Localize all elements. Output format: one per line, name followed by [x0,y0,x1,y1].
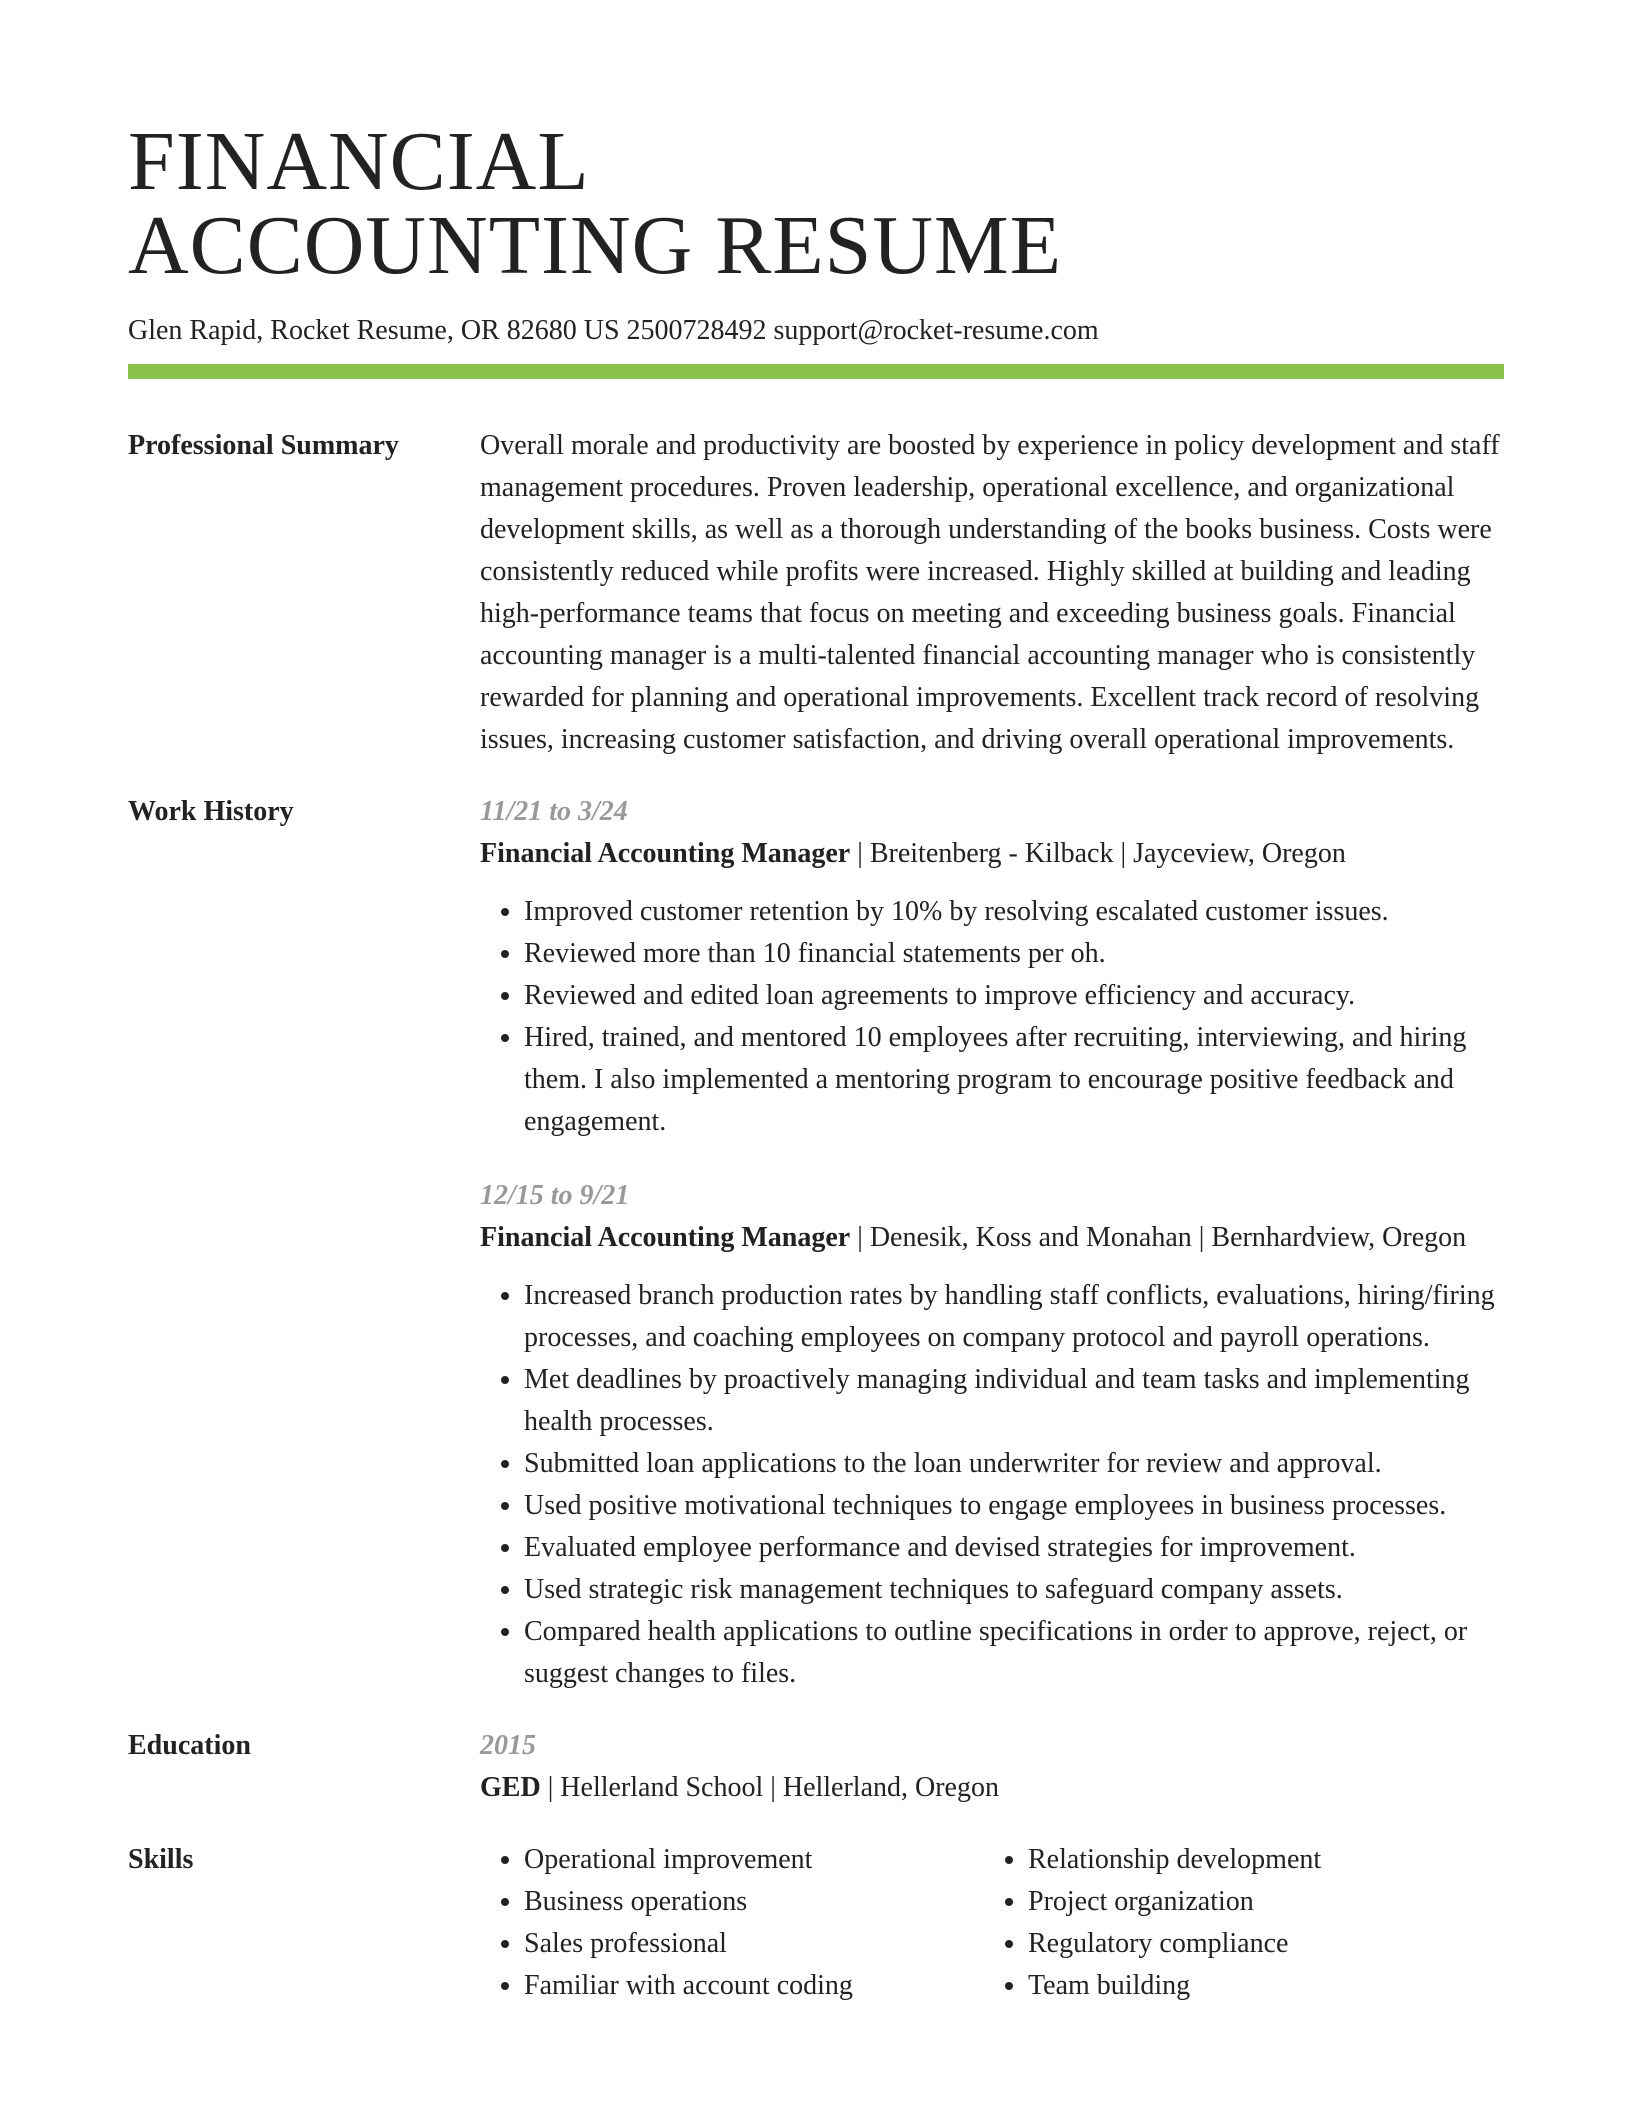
contact-line: Glen Rapid, Rocket Resume, OR 82680 US 2500728492 support@rocket-resume.com [128,315,1099,346]
job-bullet: • Used positive motivational techniques to engage employees in business processes. [524,1485,1504,1527]
skills-section [128,1839,1504,2007]
job-title: Financial Accounting Manager [480,1222,851,1253]
job-bullet: • Submitted loan applications to the loan underwriter for review and approval. [524,1443,1504,1485]
skills-grid [480,1839,1504,2007]
job-entry [480,791,1504,1143]
job-bullet: • Increased branch production rates by handling staff conflicts, evaluations, hiring/firing processes, and coaching employees on company protocol and payroll operations. [524,1275,1504,1359]
skill-item: • Operational improvement [524,1839,984,1881]
education-line [480,1767,1504,1809]
job-bullet: • Reviewed more than 10 financial statements per oh. [524,933,1504,975]
work-history-section [128,791,1504,1695]
title-line-2: ACCOUNTING RESUME [128,199,1063,292]
job-bullets [480,891,1504,1143]
job-heading [480,1217,1504,1259]
job-bullet: • Hired, trained, and mentored 10 employees after recruiting, interviewing, and hiring them. I also implemented a mentoring program to encourage positive feedback and engagement. [524,1017,1504,1143]
education-body [480,1725,1504,1809]
skills-heading: Skills [128,1844,194,1875]
job-bullet: • Used strategic risk management techniques to safeguard company assets. [524,1569,1504,1611]
job-bullet: • Evaluated employee performance and devised strategies for improvement. [524,1527,1504,1569]
skill-item: • Team building [1028,1965,1488,2007]
skill-item: • Familiar with account coding [524,1965,984,2007]
job-bullet: • Reviewed and edited loan agreements to improve efficiency and accuracy. [524,975,1504,1017]
skill-item: • Regulatory compliance [1028,1923,1488,1965]
skill-item: • Sales professional [524,1923,984,1965]
job-dates: 11/21 to 3/24 [480,796,628,827]
education-details: | Hellerland School | Hellerland, Oregon [540,1772,999,1803]
work-history-body [480,791,1504,1695]
accent-divider [128,364,1504,379]
job-dates: 12/15 to 9/21 [480,1180,630,1211]
job-bullet: • Met deadlines by proactively managing individual and team tasks and implementing health processes. [524,1359,1504,1443]
resume-title [128,115,1504,292]
job-bullet: • Improved customer retention by 10% by resolving escalated customer issues. [524,891,1504,933]
skills-column-2 [984,1839,1488,2007]
job-bullets [480,1275,1504,1695]
summary-heading: Professional Summary [128,430,399,461]
education-heading: Education [128,1730,251,1761]
job-heading [480,833,1504,875]
education-year: 2015 [480,1730,536,1761]
job-bullet: • Compared health applications to outline specifications in order to approve, reject, or suggest changes to files. [524,1611,1504,1695]
skills-column-1 [480,1839,984,2007]
summary-text: Overall morale and productivity are boosted by experience in policy development and staff management procedures. Proven leadership, operational excellence, and organizational development skills, as well as a thorough understanding of the books business. Costs were consistently reduced while profits were increased. Highly skilled at building and leading high-performance teams that focus on meeting and exceeding business goals. Financial accounting manager is a multi-talented financial accounting manager who is consistently rewarded for planning and operational improvements. Excellent track record of resolving issues, increasing customer satisfaction, and driving overall operational improvements. [480,430,1500,755]
education-degree: GED [480,1772,541,1803]
skill-item: • Project organization [1028,1881,1488,1923]
title-line-1: FINANCIAL [128,115,590,208]
resume-page [128,115,1504,2007]
job-title: Financial Accounting Manager [480,838,851,869]
skill-item: • Business operations [524,1881,984,1923]
summary-body [480,425,1504,761]
job-entry [480,1175,1504,1695]
skills-body [480,1839,1504,2007]
job-details: | Denesik, Koss and Monahan | Bernhardview, Oregon [850,1222,1467,1253]
work-history-heading: Work History [128,796,294,827]
education-section [128,1725,1504,1809]
summary-section [128,425,1504,761]
skill-item: • Relationship development [1028,1839,1488,1881]
job-details: | Breitenberg - Kilback | Jayceview, Oregon [850,838,1346,869]
